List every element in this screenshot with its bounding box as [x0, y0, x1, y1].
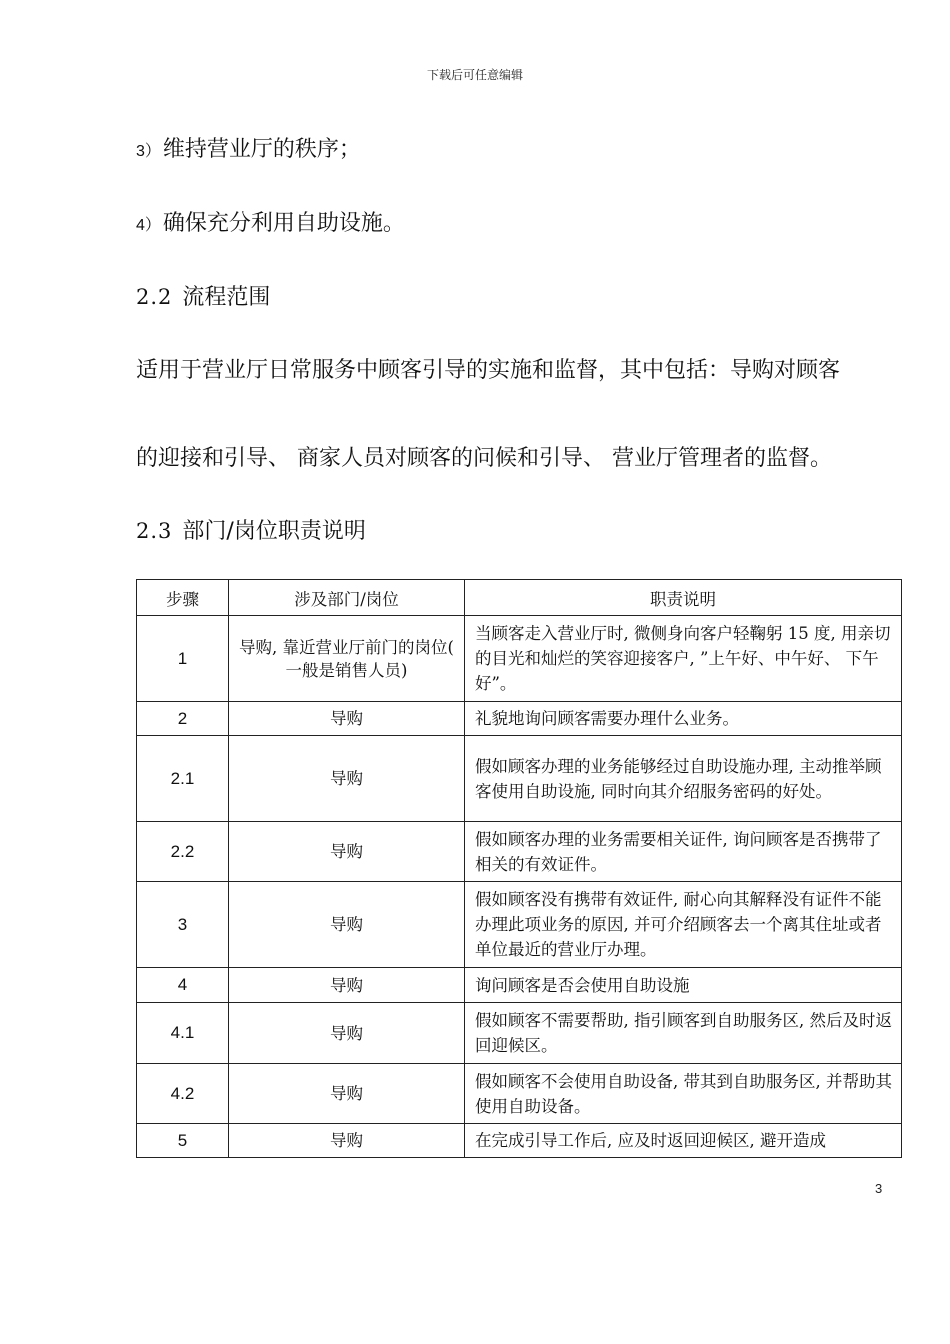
list-item [136, 211, 405, 239]
step-cell: 4 [137, 968, 229, 1003]
table-row [137, 1003, 902, 1064]
list-item-text: 维持营业厅的秩序； [162, 137, 361, 162]
desc-cell: 当顾客走入营业厅时, 微侧身向客户轻鞠躬 15 度, 用亲切的目光和灿烂的笑容迎接客户, ”上午好、中午好、 下午好”。 [465, 616, 902, 702]
duty-table [136, 579, 902, 1158]
scope-line: 的迎接和引导、 商家人员对顾客的问候和引导、 营业厅管理者的监督。 [136, 446, 832, 471]
desc-cell: 假如顾客办理的业务能够经过自助设施办理, 主动推举顾客使用自助设施, 同时向其介绍服务密码的好处。 [465, 736, 902, 822]
table-row [137, 822, 902, 882]
section-title: 流程范围 [182, 285, 271, 310]
desc-cell: 假如顾客没有携带有效证件, 耐心向其解释没有证件不能办理此项业务的原因, 并可介绍顾客去一个离其住址或者单位最近的营业厅办理。 [465, 882, 902, 968]
column-header-step: 步骤 [137, 580, 229, 616]
desc-cell: 假如顾客不会使用自助设备, 带其到自助服务区, 并帮助其使用自助设备。 [465, 1064, 902, 1124]
dept-cell: 导购 [229, 882, 465, 968]
list-item-number: 4） [136, 217, 161, 234]
page-header: 下载后可任意编辑 [426, 68, 523, 82]
table-row [137, 736, 902, 822]
dept-cell: 导购 [229, 702, 465, 736]
dept-cell: 导购, 靠近营业厅前门的岗位( 一般是销售人员) [229, 616, 465, 702]
step-cell: 1 [137, 616, 229, 702]
table-row [137, 968, 902, 1003]
section-title: 部门/岗位职责说明 [182, 519, 366, 544]
table-row [137, 702, 902, 736]
dept-cell: 导购 [229, 822, 465, 882]
step-cell: 4.1 [137, 1003, 229, 1064]
step-cell: 4.2 [137, 1064, 229, 1124]
list-item-number: 3） [136, 143, 161, 160]
section-number: 2.3 [136, 519, 173, 543]
step-cell: 2 [137, 702, 229, 736]
section-heading [136, 284, 270, 311]
table-row [137, 882, 902, 968]
table-row [137, 1124, 902, 1158]
section-heading [136, 518, 366, 545]
desc-cell: 在完成引导工作后, 应及时返回迎候区, 避开造成 [465, 1124, 902, 1158]
scope-line: 适用于营业厅日常服务中顾客引导的实施和监督，其中包括：导购对顾客 [136, 358, 841, 383]
dept-cell: 导购 [229, 1003, 465, 1064]
desc-cell: 询问顾客是否会使用自助设施 [465, 968, 902, 1003]
step-cell: 5 [137, 1124, 229, 1158]
dept-cell: 导购 [229, 968, 465, 1003]
table-header-row [137, 580, 902, 616]
dept-cell: 导购 [229, 1124, 465, 1158]
desc-cell: 假如顾客不需要帮助, 指引顾客到自助服务区, 然后及时返回迎候区。 [465, 1003, 902, 1064]
table-row [137, 616, 902, 702]
page-number: 3 [875, 1181, 883, 1196]
desc-cell: 假如顾客办理的业务需要相关证件, 询问顾客是否携带了相关的有效证件。 [465, 822, 902, 882]
step-cell: 2.1 [137, 736, 229, 822]
column-header-desc: 职责说明 [465, 580, 902, 616]
dept-cell: 导购 [229, 1064, 465, 1124]
table-row [137, 1064, 902, 1124]
column-header-dept: 涉及部门/岗位 [229, 580, 465, 616]
desc-cell: 礼貌地询问顾客需要办理什么业务。 [465, 702, 902, 736]
list-item-text: 确保充分利用自助设施。 [162, 211, 405, 236]
section-number: 2.2 [136, 285, 173, 309]
list-item [136, 137, 361, 165]
dept-cell: 导购 [229, 736, 465, 822]
step-cell: 3 [137, 882, 229, 968]
step-cell: 2.2 [137, 822, 229, 882]
